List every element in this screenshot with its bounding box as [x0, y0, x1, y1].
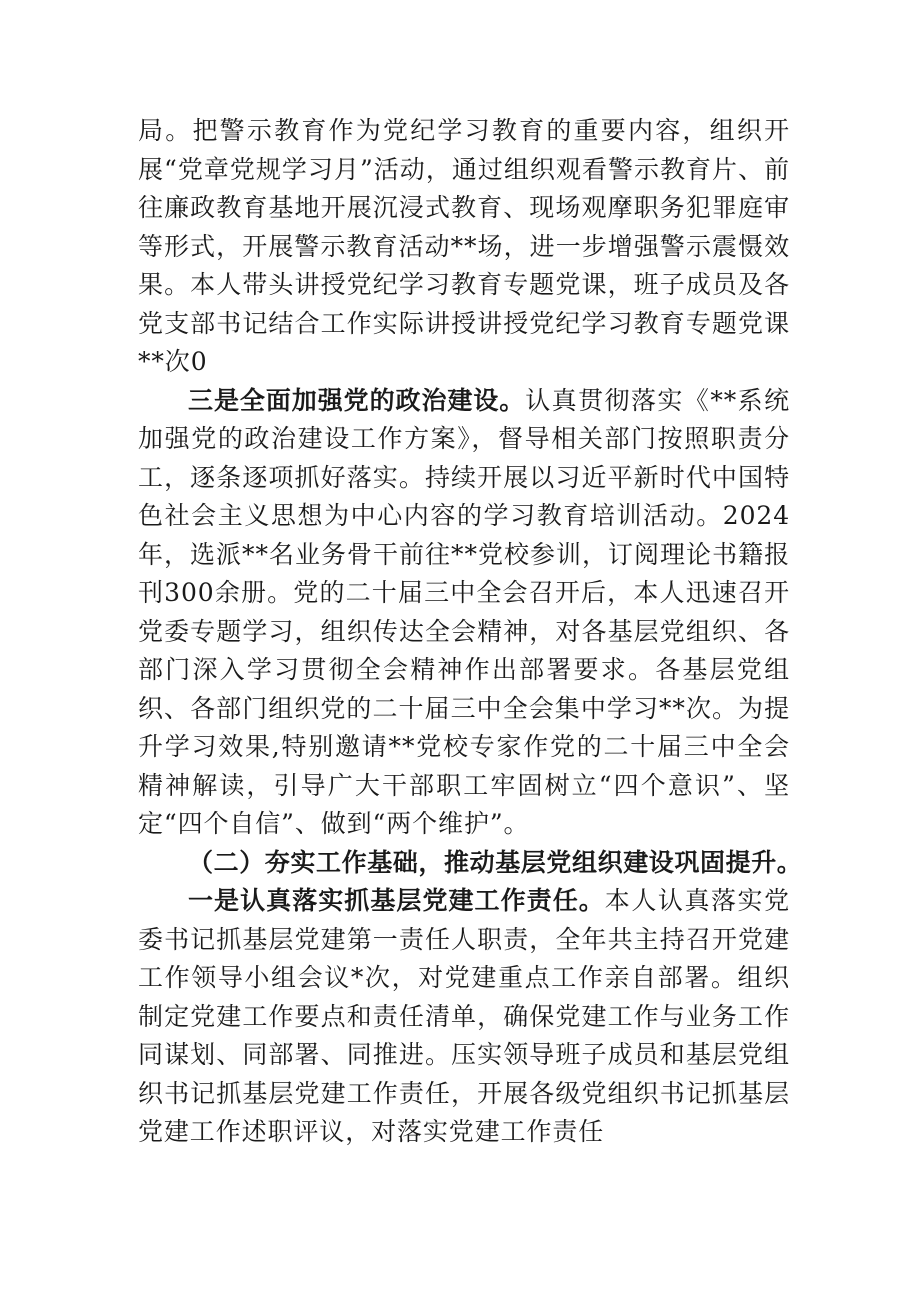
paragraph-political-building — [138, 382, 790, 844]
document-page — [138, 112, 803, 1152]
continuation-paragraph: 局。把警示教育作为党纪学习教育的重要内容，组织开展“党章党规学习月”活动，通过组织观看警示教育片、前往廉政教育基地开展沉浸式教育、现场观摩职务犯罪庭审等形式，开展警示教育活动**场，进一步增强警示震慑效果。本人带头讲授党纪学习教育专题党课，班子成员及各党支部书记结合工作实际讲授讲授党纪学习教育专题党课**次0 — [138, 116, 790, 376]
paragraph-lead-grassroots-responsibility: 一是认真落实抓基层党建工作责任。 — [188, 886, 605, 915]
paragraph-body-political-building: 认真贯彻落实《**系统加强党的政治建设工作方案》，督导相关部门按照职责分工，逐条逐项抓好落实。持续开展以习近平新时代中国特色社会主义思想为中心内容的学习教育培训活动。2024年，选派**名业务骨干前往**党校参训，订阅理论书籍报刊300余册。党的二十届三中全会召开后，本人迅速召开党委专题学习，组织传达全会精神，对各基层党组织、各部门深入学习贯彻全会精神作出部署要求。各基层党组织、各部门组织党的二十届三中全会集中学习**次。为提升学习效果,特别邀请**党校专家作党的二十届三中全会精神解读，引导广大干部职工牢固树立“四个意识”、坚定“四个自信”、做到“两个维护”。 — [138, 385, 790, 838]
paragraph-lead-political-building: 三是全面加强党的政治建设。 — [188, 385, 526, 415]
paragraph-body-grassroots-responsibility: 本人认真落实党委书记抓基层党建第一责任人职责，全年共主持召开党建工作领导小组会议*次，对党建重点工作亲自部署。组织制定党建工作要点和责任清单，确保党建工作与业务工作同谋划、同部署、同推进。压实领导班子成员和基层党组织书记抓基层党建工作责任，开展各级党组织书记抓基层党建工作述职评议，对落实党建工作责任 — [138, 886, 790, 1146]
paragraph-grassroots-responsibility — [138, 882, 790, 1152]
section-heading-2: （二）夯实工作基础，推动基层党组织建设巩固提升。 — [188, 847, 803, 877]
